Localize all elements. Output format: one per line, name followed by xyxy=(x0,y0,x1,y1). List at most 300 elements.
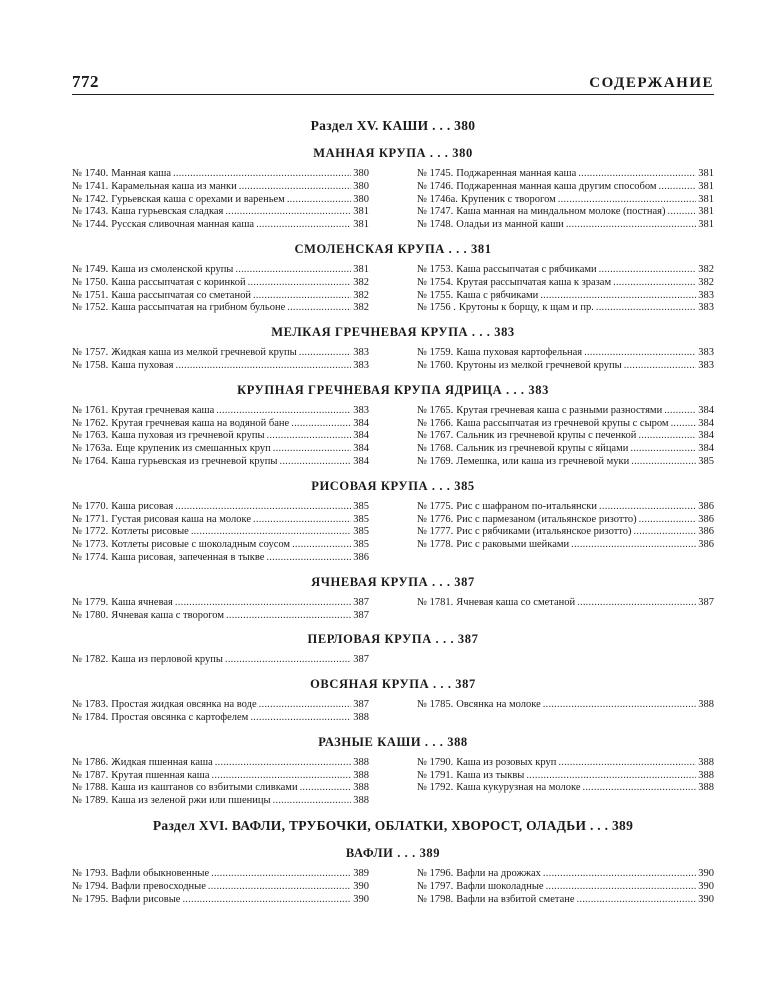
toc-entry xyxy=(72,360,369,373)
page-ref: 383 xyxy=(353,347,369,359)
recipe-number: № 1791. xyxy=(417,769,454,781)
section-heading: ОВСЯНАЯ КРУПА . . . 387 xyxy=(310,677,476,692)
recipe-number: № 1762. xyxy=(72,417,109,429)
toc-entry xyxy=(72,290,369,303)
toc-entry xyxy=(72,168,369,181)
dot-leader xyxy=(624,360,697,373)
recipe-number: № 1761. xyxy=(72,404,109,416)
toc-entry xyxy=(417,699,714,712)
left-column xyxy=(72,405,369,469)
dot-leader xyxy=(300,782,352,795)
recipe-number: № 1789. xyxy=(72,795,109,807)
recipe-number: № 1774. xyxy=(72,551,109,563)
page-ref: 385 xyxy=(353,526,369,538)
part-heading: Раздел XVI. ВАФЛИ, ТРУБОЧКИ, ОБЛАТКИ, ХВОРОСТ, ОЛАДЬИ . . . 389 xyxy=(152,817,634,833)
recipe-number: № 1745. xyxy=(417,168,454,179)
recipe-number: № 1798. xyxy=(417,893,454,905)
toc-entry xyxy=(72,206,369,219)
toc-entry xyxy=(72,264,369,277)
section-heading: СМОЛЕНСКАЯ КРУПА . . . 381 xyxy=(294,241,492,256)
recipe-title: Каша рисовая xyxy=(111,500,174,512)
toc-entry xyxy=(72,181,369,194)
toc-entry xyxy=(417,360,714,373)
dot-leader xyxy=(577,597,696,610)
recipe-number: № 1770. xyxy=(72,500,109,512)
page-ref: 383 xyxy=(353,359,369,371)
section-heading: ПЕРЛОВАЯ КРУПА . . . 387 xyxy=(307,632,479,647)
dot-leader xyxy=(630,443,696,456)
dot-leader xyxy=(287,302,351,315)
page-ref: 381 xyxy=(353,206,369,218)
page-ref: 384 xyxy=(698,417,714,429)
dot-leader xyxy=(584,347,696,360)
recipe-title: Крутая гречневая каша xyxy=(111,404,215,416)
recipe-number: № 1752. xyxy=(72,302,109,314)
toc-entry xyxy=(72,597,369,610)
dot-leader xyxy=(175,360,351,373)
recipe-number: № 1760. xyxy=(417,359,454,371)
section-heading: ВАФЛИ . . . 389 xyxy=(345,845,441,860)
dot-leader xyxy=(526,770,696,783)
page-ref: 382 xyxy=(353,276,369,288)
dot-leader xyxy=(259,699,352,712)
page-ref: 381 xyxy=(698,180,714,192)
right-column xyxy=(417,868,714,906)
page-ref: 381 xyxy=(698,219,714,231)
recipe-title: Рис с рябчиками (итальянское ризотто) xyxy=(456,526,632,538)
page-ref: 390 xyxy=(698,867,714,879)
recipe-number: № 1777. xyxy=(417,526,454,538)
dot-leader xyxy=(273,443,351,456)
recipe-number: № 1746. xyxy=(417,180,454,192)
page-ref: 386 xyxy=(353,551,369,563)
recipe-title: Рис с пармезаном (итальянское ризотто) xyxy=(456,513,637,525)
recipe-number: № 1788. xyxy=(72,782,109,794)
recipe-title: Ячневая каша с творогом xyxy=(111,609,225,621)
recipe-number: № 1740. xyxy=(72,168,109,179)
page-ref: 390 xyxy=(698,893,714,905)
toc-entry xyxy=(72,795,369,808)
page-ref: 381 xyxy=(698,206,714,218)
toc-entry xyxy=(72,194,369,207)
toc-entry xyxy=(417,168,714,181)
recipe-number: № 1756 . xyxy=(417,302,456,314)
right-column xyxy=(417,264,714,315)
toc-entry xyxy=(417,868,714,881)
page-ref: 384 xyxy=(353,430,369,442)
toc-entry xyxy=(417,757,714,770)
running-title: СОДЕРЖАНИЕ xyxy=(589,75,714,91)
recipe-title: Рис с раковыми шейками xyxy=(456,539,570,551)
dot-leader xyxy=(599,264,697,277)
dot-leader xyxy=(175,597,351,610)
page-ref: 385 xyxy=(353,539,369,551)
recipe-title: Каша пуховая картофельная xyxy=(456,347,583,359)
page-ref: 381 xyxy=(698,193,714,205)
page-ref: 386 xyxy=(698,500,714,512)
toc-entry xyxy=(72,712,369,725)
page-ref: 389 xyxy=(353,867,369,879)
dot-leader xyxy=(235,264,351,277)
recipe-title: Каша из розовых круп xyxy=(456,756,557,768)
dot-leader xyxy=(239,181,352,194)
recipe-number: № 1775. xyxy=(417,500,454,512)
recipe-title: Густая рисовая каша на молоке xyxy=(111,513,252,525)
left-column xyxy=(72,168,369,232)
dot-leader xyxy=(266,552,351,565)
recipe-title: Еще крупеник из смешанных круп xyxy=(115,443,271,455)
recipe-title: Каша рисовая, запеченная в тыкве xyxy=(111,551,265,563)
toc-entry xyxy=(72,277,369,290)
recipe-number: № 1748. xyxy=(417,219,454,231)
section-entries xyxy=(72,868,714,906)
toc-entry xyxy=(417,302,714,315)
toc-entry xyxy=(417,456,714,469)
dot-leader xyxy=(558,194,696,207)
page-ref: 386 xyxy=(698,539,714,551)
dot-leader xyxy=(671,418,697,431)
dot-leader xyxy=(267,430,352,443)
page-ref: 387 xyxy=(353,596,369,608)
dot-leader xyxy=(582,782,696,795)
toc-entry xyxy=(72,501,369,514)
dot-leader xyxy=(253,290,351,303)
dot-leader xyxy=(212,770,352,783)
recipe-number: № 1783. xyxy=(72,699,109,711)
page-ref: 380 xyxy=(353,193,369,205)
recipe-number: № 1742. xyxy=(72,193,109,205)
recipe-number: № 1787. xyxy=(72,769,109,781)
dot-leader xyxy=(558,757,696,770)
dot-leader xyxy=(273,795,352,808)
section-entries xyxy=(72,699,714,725)
recipe-number: № 1749. xyxy=(72,263,109,275)
dot-leader xyxy=(578,168,696,181)
dot-leader xyxy=(299,347,352,360)
part-heading: Раздел XV. КАШИ . . . 380 xyxy=(310,118,476,133)
section-entries xyxy=(72,654,714,667)
recipe-title: Оладьи из манной каши xyxy=(456,219,564,231)
toc-entry xyxy=(72,347,369,360)
page-ref: 381 xyxy=(698,168,714,179)
page-ref: 388 xyxy=(353,782,369,794)
recipe-title: Карамельная каша из манки xyxy=(111,180,237,192)
toc-entry xyxy=(417,194,714,207)
recipe-number: № 1766. xyxy=(417,417,454,429)
toc-entry xyxy=(72,654,369,667)
recipe-title: Крутая пшенная каша xyxy=(111,769,210,781)
recipe-number: № 1776. xyxy=(417,513,454,525)
toc-entry xyxy=(72,443,369,456)
dot-leader xyxy=(546,881,697,894)
recipe-title: Котлеты рисовые с шоколадным соусом xyxy=(111,539,291,551)
dot-leader xyxy=(571,539,696,552)
dot-leader xyxy=(256,219,351,232)
toc-entry xyxy=(417,539,714,552)
recipe-number: № 1753. xyxy=(417,263,454,275)
page-ref: 384 xyxy=(353,455,369,467)
recipe-number: № 1763. xyxy=(72,430,109,442)
toc-entry xyxy=(72,514,369,527)
toc-entry xyxy=(417,894,714,907)
page-ref: 386 xyxy=(698,526,714,538)
recipe-title: Овсянка на молоке xyxy=(456,699,541,711)
recipe-title: Каша из зеленой ржи или пшеницы xyxy=(111,795,271,807)
page-ref: 388 xyxy=(698,756,714,768)
recipe-number: № 1784. xyxy=(72,711,109,723)
left-column xyxy=(72,699,369,725)
page-ref: 382 xyxy=(698,263,714,275)
recipe-number: № 1792. xyxy=(417,782,454,794)
recipe-number: № 1786. xyxy=(72,756,109,768)
page-ref: 388 xyxy=(353,795,369,807)
recipe-number: № 1747. xyxy=(417,206,454,218)
recipe-number: № 1759. xyxy=(417,347,454,359)
dot-leader xyxy=(638,430,696,443)
recipe-title: Рис с шафраном по-итальянски xyxy=(456,500,598,512)
page-ref: 383 xyxy=(353,404,369,416)
toc-entry xyxy=(72,405,369,418)
recipe-number: № 1771. xyxy=(72,513,109,525)
recipe-number: № 1754. xyxy=(417,276,454,288)
toc-entry xyxy=(417,514,714,527)
recipe-title: Каша пуховая xyxy=(111,359,174,371)
dot-leader xyxy=(225,206,351,219)
toc-entry xyxy=(72,456,369,469)
dot-leader xyxy=(211,868,351,881)
recipe-number: № 1763а. xyxy=(72,443,113,455)
page-ref: 381 xyxy=(353,219,369,231)
dot-leader xyxy=(631,456,696,469)
dot-leader xyxy=(292,539,351,552)
recipe-title: Каша из тыквы xyxy=(456,769,525,781)
recipe-number: № 1781. xyxy=(417,596,454,608)
page-ref: 384 xyxy=(353,417,369,429)
left-column xyxy=(72,868,369,906)
recipe-title: Ячневая каша со сметаной xyxy=(456,596,576,608)
dot-leader xyxy=(599,501,696,514)
toc-entry xyxy=(72,219,369,232)
section-heading: РИСОВАЯ КРУПА . . . 385 xyxy=(311,478,475,493)
right-column xyxy=(417,597,714,623)
toc-entry xyxy=(72,610,369,623)
toc-entry xyxy=(417,206,714,219)
recipe-title: Сальник из гречневой крупы с печенкой xyxy=(456,430,637,442)
dot-leader xyxy=(291,418,351,431)
section-entries xyxy=(72,405,714,469)
dot-leader xyxy=(287,194,351,207)
section-entries xyxy=(72,597,714,623)
page-ref: 388 xyxy=(353,756,369,768)
right-column xyxy=(417,757,714,808)
toc-entry xyxy=(72,539,369,552)
recipe-number: № 1750. xyxy=(72,276,109,288)
toc-entry xyxy=(72,418,369,431)
recipe-title: Каша рассыпчатая с рябчиками xyxy=(456,263,597,275)
recipe-title: Крутая гречневая каша на водяной бане xyxy=(111,417,290,429)
dot-leader xyxy=(216,405,351,418)
recipe-title: Вафли на дрожжах xyxy=(456,867,541,879)
recipe-title: Лемешка, или каша из гречневой муки xyxy=(456,455,630,467)
recipe-title: Каша ячневая xyxy=(111,596,173,608)
dot-leader xyxy=(659,181,697,194)
recipe-title: Каша рассыпчатая со сметаной xyxy=(111,289,251,301)
toc-entry xyxy=(72,894,369,907)
page-ref: 383 xyxy=(698,302,714,314)
dot-leader xyxy=(248,277,352,290)
dot-leader xyxy=(279,456,351,469)
left-column xyxy=(72,264,369,315)
page-ref: 388 xyxy=(698,699,714,711)
recipe-title: Каша манная на миндальном молоке (постная) xyxy=(456,206,666,218)
page-number: 772 xyxy=(72,72,99,91)
toc-entry xyxy=(417,418,714,431)
toc-entry xyxy=(417,526,714,539)
page-ref: 384 xyxy=(698,430,714,442)
right-column xyxy=(417,405,714,469)
recipe-number: № 1767. xyxy=(417,430,454,442)
recipe-title: Вафли шоколадные xyxy=(456,880,544,892)
toc-entry xyxy=(72,881,369,894)
page-ref: 388 xyxy=(353,769,369,781)
recipe-number: № 1794. xyxy=(72,880,109,892)
right-column xyxy=(417,654,714,667)
recipe-number: № 1785. xyxy=(417,699,454,711)
recipe-number: № 1780. xyxy=(72,609,109,621)
section-heading: МАННАЯ КРУПА . . . 380 xyxy=(313,146,473,160)
recipe-title: Крутоны к борщу, к щам и пр. xyxy=(458,302,594,314)
recipe-title: Каша из перловой крупы xyxy=(111,654,223,666)
toc-entry xyxy=(72,782,369,795)
recipe-title: Котлеты рисовые xyxy=(111,526,189,538)
toc-entry xyxy=(417,443,714,456)
dot-leader xyxy=(634,526,697,539)
toc-entry xyxy=(417,347,714,360)
section-entries xyxy=(72,501,714,565)
recipe-title: Крутая рассыпчатая каша к зразам xyxy=(456,276,612,288)
toc-entry xyxy=(417,597,714,610)
toc-entry xyxy=(417,881,714,894)
toc-entry xyxy=(72,302,369,315)
page-ref: 382 xyxy=(698,276,714,288)
recipe-number: № 1769. xyxy=(417,455,454,467)
recipe-number: № 1772. xyxy=(72,526,109,538)
section-entries xyxy=(72,757,714,808)
dot-leader xyxy=(173,168,351,181)
recipe-title: Каша пуховая из гречневой крупы xyxy=(111,430,265,442)
section-entries xyxy=(72,168,714,232)
toc-entry xyxy=(72,770,369,783)
dot-leader xyxy=(208,881,351,894)
section-heading: КРУПНАЯ ГРЕЧНЕВАЯ КРУПА ЯДРИЦА . . . 383 xyxy=(237,382,549,397)
recipe-title: Поджаренная манная каша другим способом xyxy=(456,180,657,192)
page-ref: 390 xyxy=(353,880,369,892)
section-entries xyxy=(72,347,714,373)
dot-leader xyxy=(191,526,351,539)
recipe-number: № 1757. xyxy=(72,347,109,359)
page-ref: 385 xyxy=(353,513,369,525)
dot-leader xyxy=(667,206,696,219)
recipe-number: № 1744. xyxy=(72,219,109,231)
toc-entry xyxy=(417,430,714,443)
recipe-title: Вафли на взбитой сметане xyxy=(456,893,575,905)
recipe-title: Жидкая пшенная каша xyxy=(111,756,213,768)
dot-leader xyxy=(540,290,696,303)
dot-leader xyxy=(182,894,351,907)
section-heading: РАЗНЫЕ КАШИ . . . 388 xyxy=(318,734,468,749)
recipe-title: Простая овсянка с картофелем xyxy=(111,711,249,723)
page-ref: 387 xyxy=(353,654,369,666)
page-ref: 384 xyxy=(698,443,714,455)
page-ref: 383 xyxy=(698,347,714,359)
recipe-title: Сальник из гречневой крупы с яйцами xyxy=(456,443,629,455)
page-ref: 390 xyxy=(353,893,369,905)
recipe-number: № 1790. xyxy=(417,756,454,768)
recipe-title: Гурьевская каша с орехами и вареньем xyxy=(111,193,285,205)
recipe-title: Каша из смоленской крупы xyxy=(111,263,234,275)
table-of-contents xyxy=(72,108,714,906)
recipe-number: № 1778. xyxy=(417,539,454,551)
recipe-title: Каша с рябчиками xyxy=(456,289,539,301)
recipe-number: № 1746а. xyxy=(417,193,458,205)
recipe-title: Каша гурьевская сладкая xyxy=(111,206,224,218)
recipe-number: № 1751. xyxy=(72,289,109,301)
recipe-title: Вафли рисовые xyxy=(111,893,181,905)
toc-entry xyxy=(72,526,369,539)
page-ref: 382 xyxy=(353,289,369,301)
page-ref: 388 xyxy=(698,782,714,794)
recipe-number: № 1758. xyxy=(72,359,109,371)
recipe-title: Жидкая каша из мелкой гречневой крупы xyxy=(111,347,297,359)
recipe-title: Каша рассыпчатая на грибном бульоне xyxy=(111,302,286,314)
recipe-title: Каша гурьевская из гречневой крупы xyxy=(111,455,278,467)
recipe-title: Крутоны из мелкой гречневой крупы xyxy=(456,359,622,371)
recipe-number: № 1782. xyxy=(72,654,109,666)
section-heading: МЕЛКАЯ ГРЕЧНЕВАЯ КРУПА . . . 383 xyxy=(271,325,515,340)
page-ref: 390 xyxy=(698,880,714,892)
recipe-number: № 1741. xyxy=(72,180,109,192)
left-column xyxy=(72,501,369,565)
page-ref: 387 xyxy=(353,609,369,621)
dot-leader xyxy=(577,894,697,907)
page-header xyxy=(72,72,714,95)
dot-leader xyxy=(639,514,697,527)
left-column xyxy=(72,757,369,808)
left-column xyxy=(72,597,369,623)
page-ref: 387 xyxy=(698,596,714,608)
page-ref: 384 xyxy=(353,443,369,455)
page-ref: 388 xyxy=(698,769,714,781)
left-column xyxy=(72,654,369,667)
recipe-number: № 1779. xyxy=(72,596,109,608)
right-column xyxy=(417,699,714,725)
recipe-title: Крупеник с творогом xyxy=(460,193,556,205)
recipe-title: Русская сливочная манная каша xyxy=(111,219,255,231)
toc-entry xyxy=(417,782,714,795)
recipe-number: № 1768. xyxy=(417,443,454,455)
right-column xyxy=(417,168,714,232)
toc-entry xyxy=(417,290,714,303)
recipe-number: № 1795. xyxy=(72,893,109,905)
recipe-title: Вафли превосходные xyxy=(111,880,206,892)
recipe-number: № 1743. xyxy=(72,206,109,218)
recipe-title: Поджаренная манная каша xyxy=(456,168,577,179)
page-ref: 387 xyxy=(353,699,369,711)
recipe-number: № 1796. xyxy=(417,867,454,879)
page-ref: 381 xyxy=(353,263,369,275)
page-ref: 383 xyxy=(698,359,714,371)
dot-leader xyxy=(225,654,351,667)
